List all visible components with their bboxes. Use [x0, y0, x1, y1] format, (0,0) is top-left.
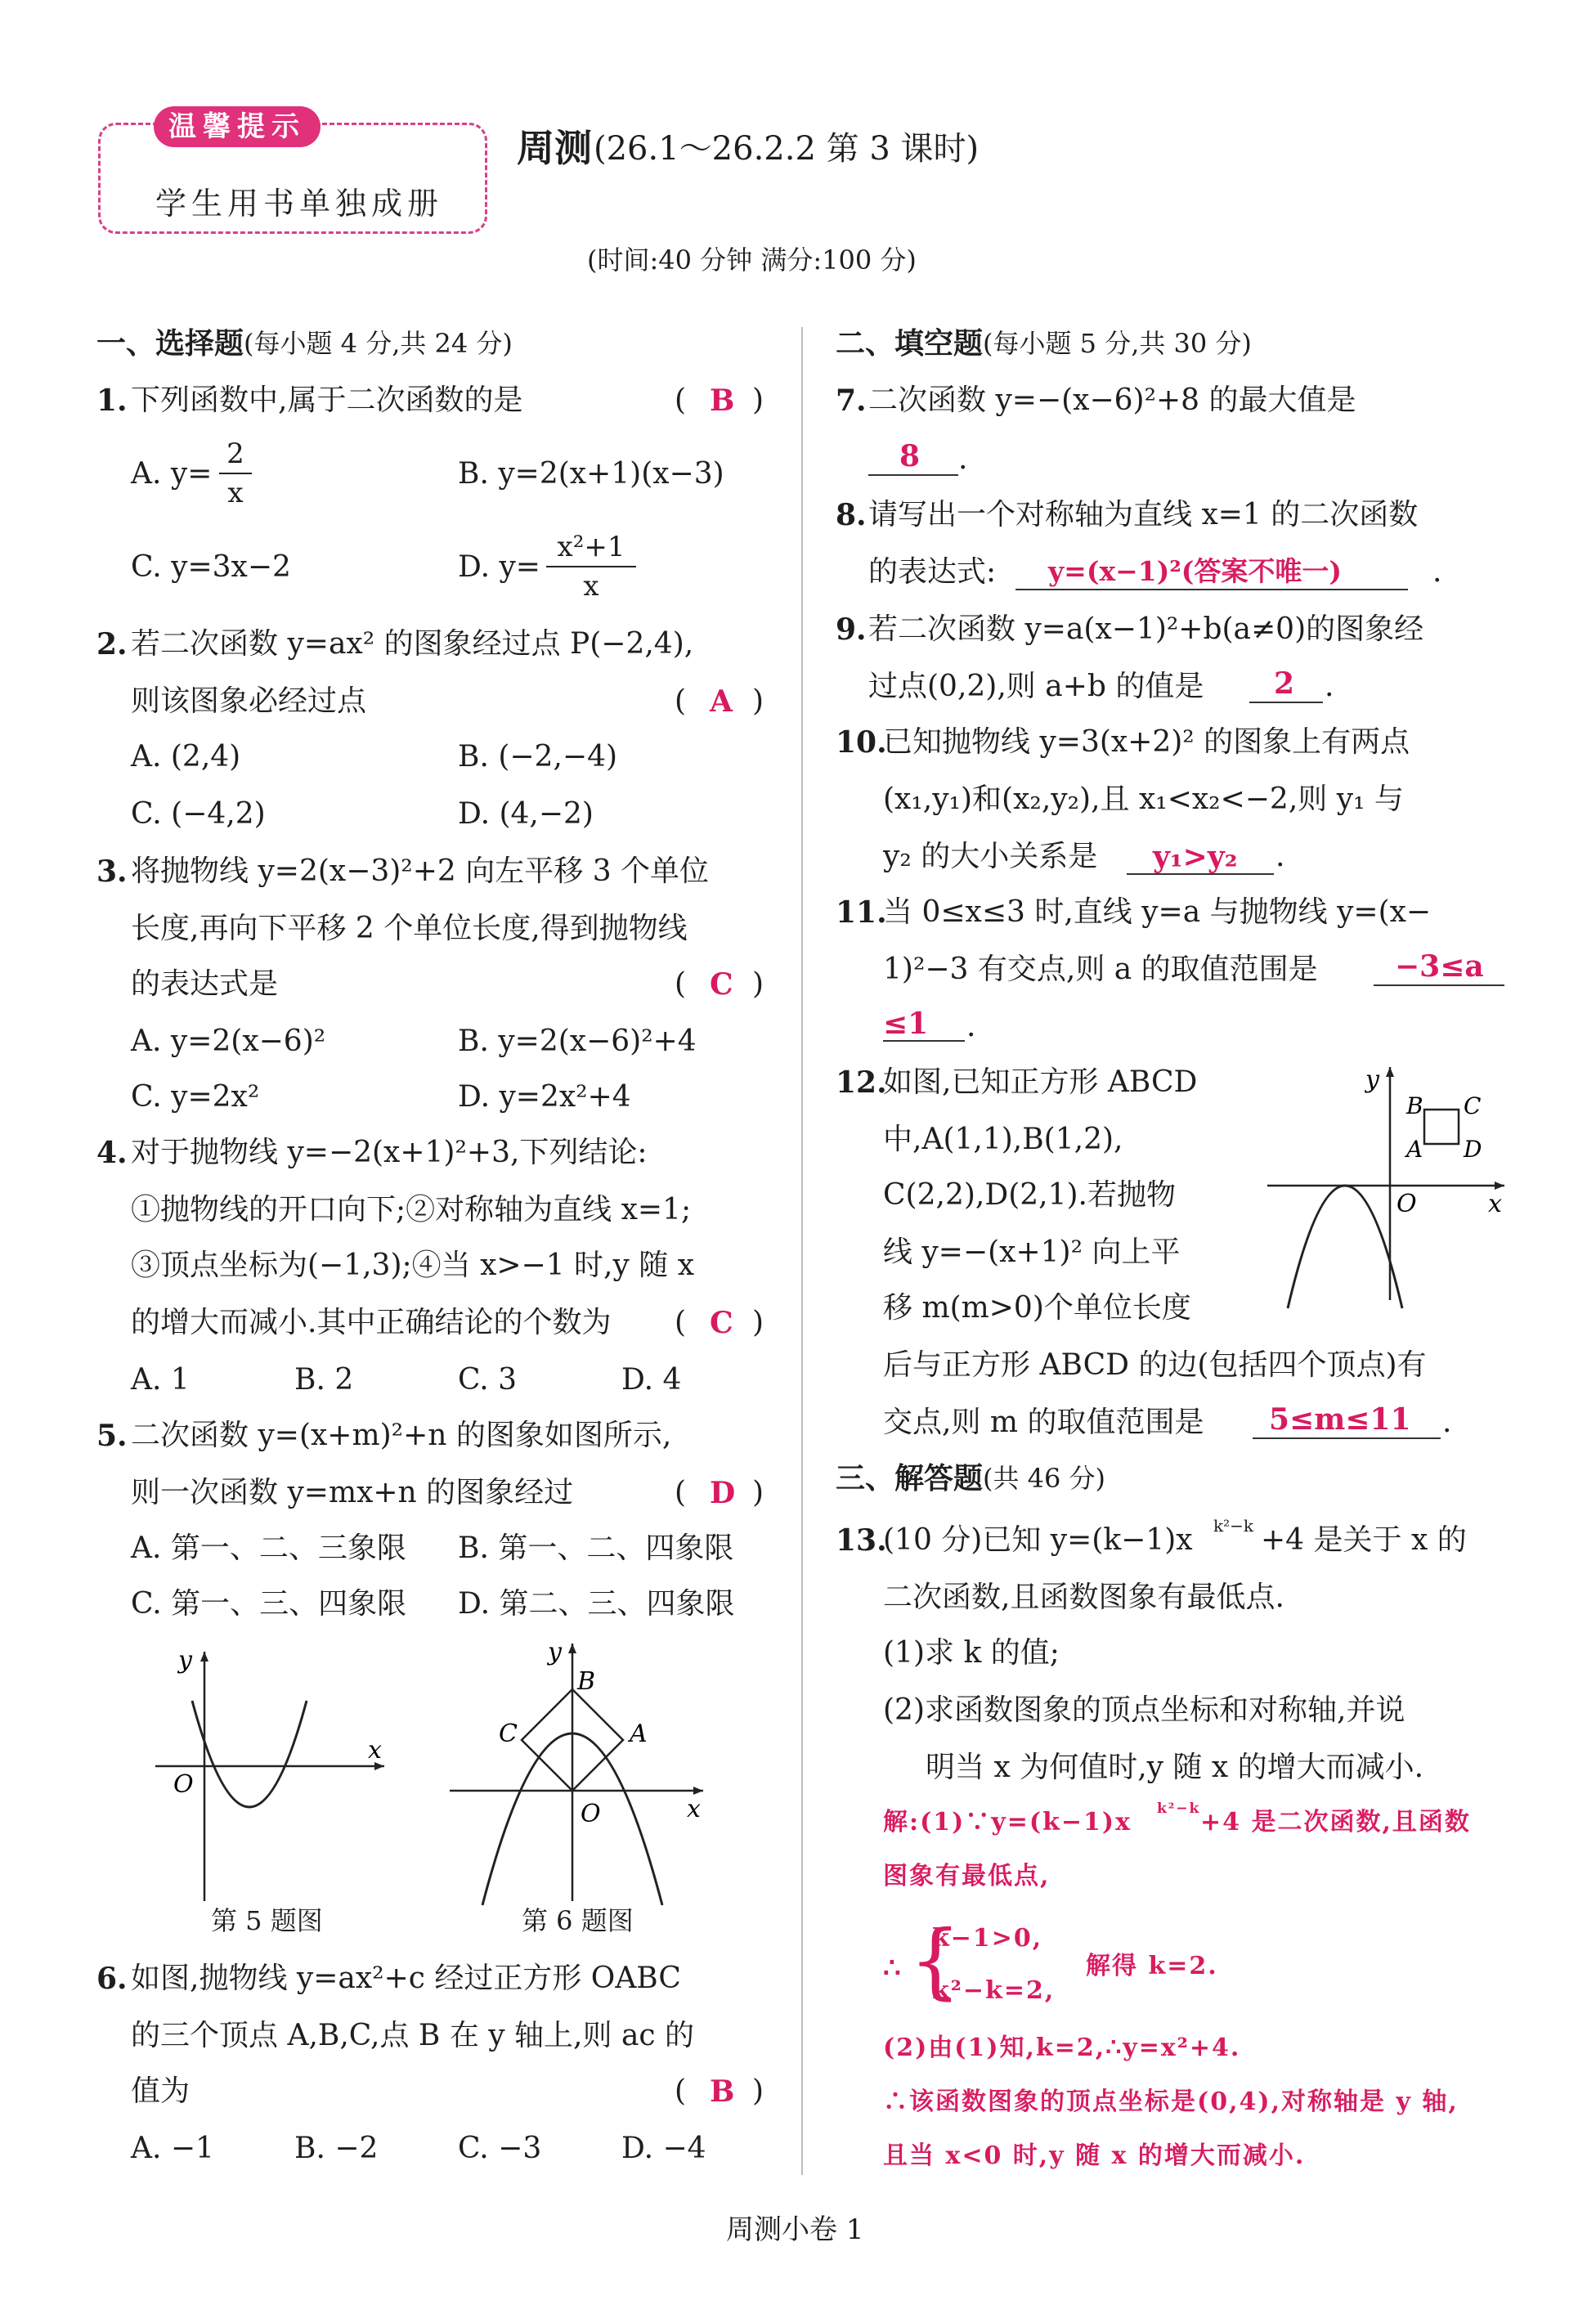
q3-option-c: C. y=2x² [131, 1080, 260, 1114]
q10-number: 10. [836, 725, 887, 760]
q12-blank [1253, 1437, 1441, 1439]
page-title: 周测 [517, 126, 592, 170]
q9-line1: 若二次函数 y=a(x−1)²+b(a≠0)的图象经 [868, 612, 1424, 646]
exam-meta: (时间:40 分钟 满分:100 分) [587, 244, 917, 276]
q12-number: 12. [836, 1065, 887, 1100]
fig5-y-label: y [178, 1646, 192, 1675]
q9-answer: 2 [1274, 666, 1295, 701]
q7-end: . [958, 442, 968, 476]
q11-line2: 1)²−3 有交点,则 a 的取值范围是 [883, 953, 1318, 986]
q5-answer: D [710, 1476, 736, 1510]
q6-paren-right: ) [752, 2074, 764, 2108]
q7-number: 7. [836, 383, 867, 418]
q8-line2: 的表达式: [868, 555, 997, 589]
fig6-x-arrow [693, 1787, 703, 1795]
q10-end: . [1275, 840, 1285, 873]
q4-line3: ③顶点坐标为(−1,3);④当 x>−1 时,y 随 x [131, 1249, 695, 1282]
q1-option-d: D. y= [458, 550, 540, 584]
q8-line1: 请写出一个对称轴为直线 x=1 的二次函数 [868, 498, 1419, 531]
q4-line1: 对于抛物线 y=−2(x+1)²+3,下列结论: [131, 1136, 648, 1169]
q1-number: 1. [96, 383, 128, 418]
q11-blank-part1 [1374, 984, 1504, 986]
fig6-y-arrow [568, 1644, 576, 1653]
q4-paren-left: ( [675, 1306, 687, 1339]
q6-option-a: A. −1 [131, 2132, 214, 2165]
solution-line1-end: +4 是二次函数,且函数 [1200, 1808, 1471, 1836]
q12-line2: 中,A(1,1),B(1,2), [883, 1123, 1123, 1156]
q7-answer: 8 [899, 439, 921, 473]
q3-paren-right: ) [752, 967, 764, 1001]
fig5-origin-label: O [173, 1770, 194, 1799]
q1-option-c: C. y=3x−2 [131, 550, 291, 584]
solution-line5: 且当 x<0 时,y 随 x 的增大而减小. [883, 2141, 1306, 2170]
section2-title: 二、填空题 [836, 326, 984, 361]
q2-line1: 若二次函数 y=ax² 的图象经过点 P(−2,4), [131, 627, 694, 661]
q1-answer: B [710, 383, 735, 418]
q12-end: . [1442, 1406, 1452, 1439]
column-divider [801, 327, 803, 2175]
q3-line1: 将抛物线 y=2(x−3)²+2 向左平移 3 个单位 [131, 854, 710, 888]
q10-answer: y₁>y₂ [1153, 840, 1238, 874]
fig12-point-c: C [1464, 1092, 1482, 1119]
solution-system-eq2: k²−k=2, [932, 1976, 1056, 2005]
q2-option-c: C. (−4,2) [131, 797, 266, 831]
q4-line2: ①抛物线的开口向下;②对称轴为直线 x=1; [131, 1193, 692, 1227]
q4-option-d: D. 4 [621, 1363, 682, 1397]
q11-end: . [966, 1010, 976, 1043]
figure-12 [1259, 1055, 1521, 1316]
q9-blank [1249, 702, 1323, 703]
fig12-y-label: y [1365, 1065, 1379, 1094]
q10-line3: y₂ 的大小关系是 [883, 840, 1098, 873]
q13-number: 13. [836, 1523, 887, 1558]
q1-option-a-fraction [219, 437, 252, 509]
q1-a-numerator: 2 [226, 437, 244, 470]
q13-exponent: k²−k [1213, 1516, 1254, 1536]
q6-option-d: D. −4 [621, 2132, 706, 2165]
q12-line3: C(2,2),D(2,1).若抛物 [883, 1178, 1176, 1212]
q3-option-b: B. y=2(x−6)²+4 [458, 1025, 697, 1058]
q11-line1: 当 0≤x≤3 时,直线 y=a 与抛物线 y=(x− [883, 895, 1432, 929]
solution-line2: 图象有最低点, [883, 1862, 1051, 1890]
q10-line1: 已知抛物线 y=3(x+2)² 的图象上有两点 [883, 725, 1410, 759]
q1-option-a: A. y= [131, 457, 213, 491]
q1-text: 下列函数中,属于二次函数的是 [131, 383, 523, 417]
q3-line2: 长度,再向下平移 2 个单位长度,得到抛物线 [131, 912, 688, 945]
q1-option-d-fraction [546, 531, 636, 603]
q6-number: 6. [96, 1962, 128, 1996]
fig12-square [1424, 1110, 1459, 1144]
q2-paren-left: ( [675, 684, 687, 718]
section3-title: 三、解答题 [836, 1461, 984, 1496]
q1-paren-left: ( [675, 383, 687, 417]
q5-option-c: C. 第一、三、四象限 [131, 1587, 407, 1621]
q7-blank [868, 474, 958, 476]
q12-answer: 5≤m≤11 [1269, 1402, 1411, 1437]
q6-option-b: B. −2 [294, 2132, 379, 2165]
q2-paren-right: ) [752, 684, 764, 718]
q2-number: 2. [96, 627, 128, 661]
section3-note: (共 46 分) [983, 1463, 1106, 1494]
solution-k-result: 解得 k=2. [1086, 1952, 1218, 1980]
fig5-caption: 第 5 题图 [211, 1905, 323, 1936]
q4-number: 4. [96, 1136, 128, 1170]
fig6-y-label: y [548, 1638, 562, 1666]
q5-line1: 二次函数 y=(x+m)²+n 的图象如图所示, [131, 1419, 672, 1452]
solution-exponent: k²−k [1157, 1801, 1201, 1817]
fig12-origin-label: O [1396, 1190, 1417, 1218]
solution-therefore: ∴ [883, 1952, 903, 1984]
q13-line1-end: +4 是关于 x 的 [1261, 1523, 1467, 1557]
fig5-parabola [192, 1701, 307, 1807]
solution-system-eq1: k−1>0, [932, 1924, 1043, 1953]
q12-line1: 如图,已知正方形 ABCD [883, 1065, 1198, 1099]
q5-option-b: B. 第一、二、四象限 [458, 1531, 734, 1565]
q6-line2: 的三个顶点 A,B,C,点 B 在 y 轴上,则 ac 的 [131, 2019, 695, 2052]
figure-5 [147, 1644, 392, 1913]
figure-6 [442, 1635, 720, 1913]
q3-number: 3. [96, 854, 128, 889]
q4-option-c: C. 3 [458, 1363, 518, 1397]
fig5-x-label: x [368, 1736, 382, 1765]
q6-answer: B [710, 2074, 735, 2109]
q2-line2: 则该图象必经过点 [131, 684, 367, 718]
q1-d-numerator: x²+1 [557, 531, 625, 563]
solution-line1: 解:(1)∵y=(k−1)x [883, 1808, 1132, 1836]
q9-number: 9. [836, 612, 867, 647]
section2-note: (每小题 5 分,共 30 分) [983, 328, 1252, 359]
q5-option-a: A. 第一、二、三象限 [131, 1531, 406, 1565]
fig6-point-c: C [499, 1720, 518, 1748]
fig6-origin-label: O [581, 1800, 601, 1828]
solution-line3: (2)由(1)知,k=2,∴y=x²+4. [883, 2034, 1241, 2062]
fig6-caption: 第 6 题图 [522, 1905, 634, 1936]
fig12-point-d: D [1464, 1136, 1482, 1163]
page-footer: 周测小卷 1 [726, 2213, 864, 2246]
fig12-point-a: A [1406, 1136, 1423, 1163]
q13-line2: 二次函数,且函数图象有最低点. [883, 1581, 1284, 1614]
page-title-range: (26.1～26.2.2 第 3 课时) [594, 130, 980, 168]
q5-line2: 则一次函数 y=mx+n 的图象经过 [131, 1476, 574, 1509]
q12-line5: 移 m(m>0)个单位长度 [883, 1291, 1191, 1325]
solution-brace: { [909, 1913, 962, 2008]
q9-line2: 过点(0,2),则 a+b 的值是 [868, 670, 1204, 703]
section1-note: (每小题 4 分,共 24 分) [244, 328, 513, 359]
q12-line4: 线 y=−(x+1)² 向上平 [883, 1235, 1181, 1269]
q6-line1: 如图,抛物线 y=ax²+c 经过正方形 OABC [131, 1962, 681, 1995]
q9-end: . [1325, 670, 1334, 703]
q6-option-c: C. −3 [458, 2132, 542, 2165]
fig6-point-b: B [577, 1667, 596, 1696]
q2-option-d: D. (4,−2) [458, 797, 594, 831]
q8-blank [1015, 589, 1408, 590]
q12-line7: 交点,则 m 的取值范围是 [883, 1406, 1204, 1439]
q10-blank [1127, 873, 1274, 875]
q5-number: 5. [96, 1419, 128, 1453]
fig12-x-label: x [1488, 1190, 1502, 1218]
fig12-x-arrow [1495, 1182, 1504, 1190]
q4-option-b: B. 2 [294, 1363, 354, 1397]
q4-paren-right: ) [752, 1306, 764, 1339]
q11-number: 11. [836, 895, 887, 930]
q3-line3: 的表达式是 [131, 967, 279, 1001]
q6-line3: 值为 [131, 2074, 191, 2108]
fig12-y-arrow [1386, 1067, 1394, 1077]
fig6-x-label: x [687, 1795, 701, 1823]
q5-paren-left: ( [675, 1476, 687, 1509]
q1-paren-right: ) [752, 383, 764, 417]
q3-paren-left: ( [675, 967, 687, 1001]
q2-answer: A [710, 684, 733, 719]
q11-answer-part1: −3≤a [1395, 949, 1484, 984]
q3-option-d: D. y=2x²+4 [458, 1080, 631, 1114]
q8-answer: y=(x−1)²(答案不唯一) [1048, 555, 1343, 587]
q11-blank-part2 [883, 1040, 965, 1042]
q11-answer-part2: ≤1 [883, 1007, 929, 1041]
q2-option-a: A. (2,4) [131, 740, 241, 774]
fig6-point-a: A [630, 1720, 648, 1748]
q3-answer: C [710, 967, 733, 1002]
q8-end: . [1432, 555, 1442, 589]
fig12-parabola [1288, 1186, 1402, 1308]
q3-option-a: A. y=2(x−6)² [131, 1025, 326, 1058]
fig5-y-arrow [200, 1652, 208, 1662]
q5-paren-right: ) [752, 1476, 764, 1509]
tip-text: 学生用书单独成册 [155, 186, 444, 222]
q13-sub1: (1)求 k 的值; [883, 1636, 1060, 1670]
tip-title: 温馨提示 [154, 106, 321, 147]
q7-line1: 二次函数 y=−(x−6)²+8 的最大值是 [868, 383, 1356, 417]
q13-sub2-line2: 明当 x 为何值时,y 随 x 的增大而减小. [926, 1751, 1424, 1784]
section1-title: 一、选择题 [96, 326, 244, 361]
solution-line4: ∴该函数图象的顶点坐标是(0,4),对称轴是 y 轴, [883, 2088, 1459, 2116]
q1-a-denominator: x [227, 477, 244, 509]
q10-line2: (x₁,y₁)和(x₂,y₂),且 x₁<x₂<−2,则 y₁ 与 [883, 783, 1404, 816]
q5-option-d: D. 第二、三、四象限 [458, 1587, 735, 1621]
fig12-point-b: B [1406, 1092, 1423, 1119]
q4-line4: 的增大而减小.其中正确结论的个数为 [131, 1306, 612, 1339]
q4-option-a: A. 1 [131, 1363, 190, 1397]
q6-paren-left: ( [675, 2074, 687, 2108]
q1-option-b: B. y=2(x+1)(x−3) [458, 457, 724, 491]
q2-option-b: B. (−2,−4) [458, 740, 618, 774]
q13-line1: (10 分)已知 y=(k−1)x [883, 1523, 1193, 1557]
q4-answer: C [710, 1306, 733, 1340]
q8-number: 8. [836, 498, 867, 532]
q1-d-denominator: x [583, 570, 599, 603]
q12-line6: 后与正方形 ABCD 的边(包括四个顶点)有 [883, 1348, 1427, 1382]
q13-sub2-line1: (2)求函数图象的顶点坐标和对称轴,并说 [883, 1693, 1405, 1727]
